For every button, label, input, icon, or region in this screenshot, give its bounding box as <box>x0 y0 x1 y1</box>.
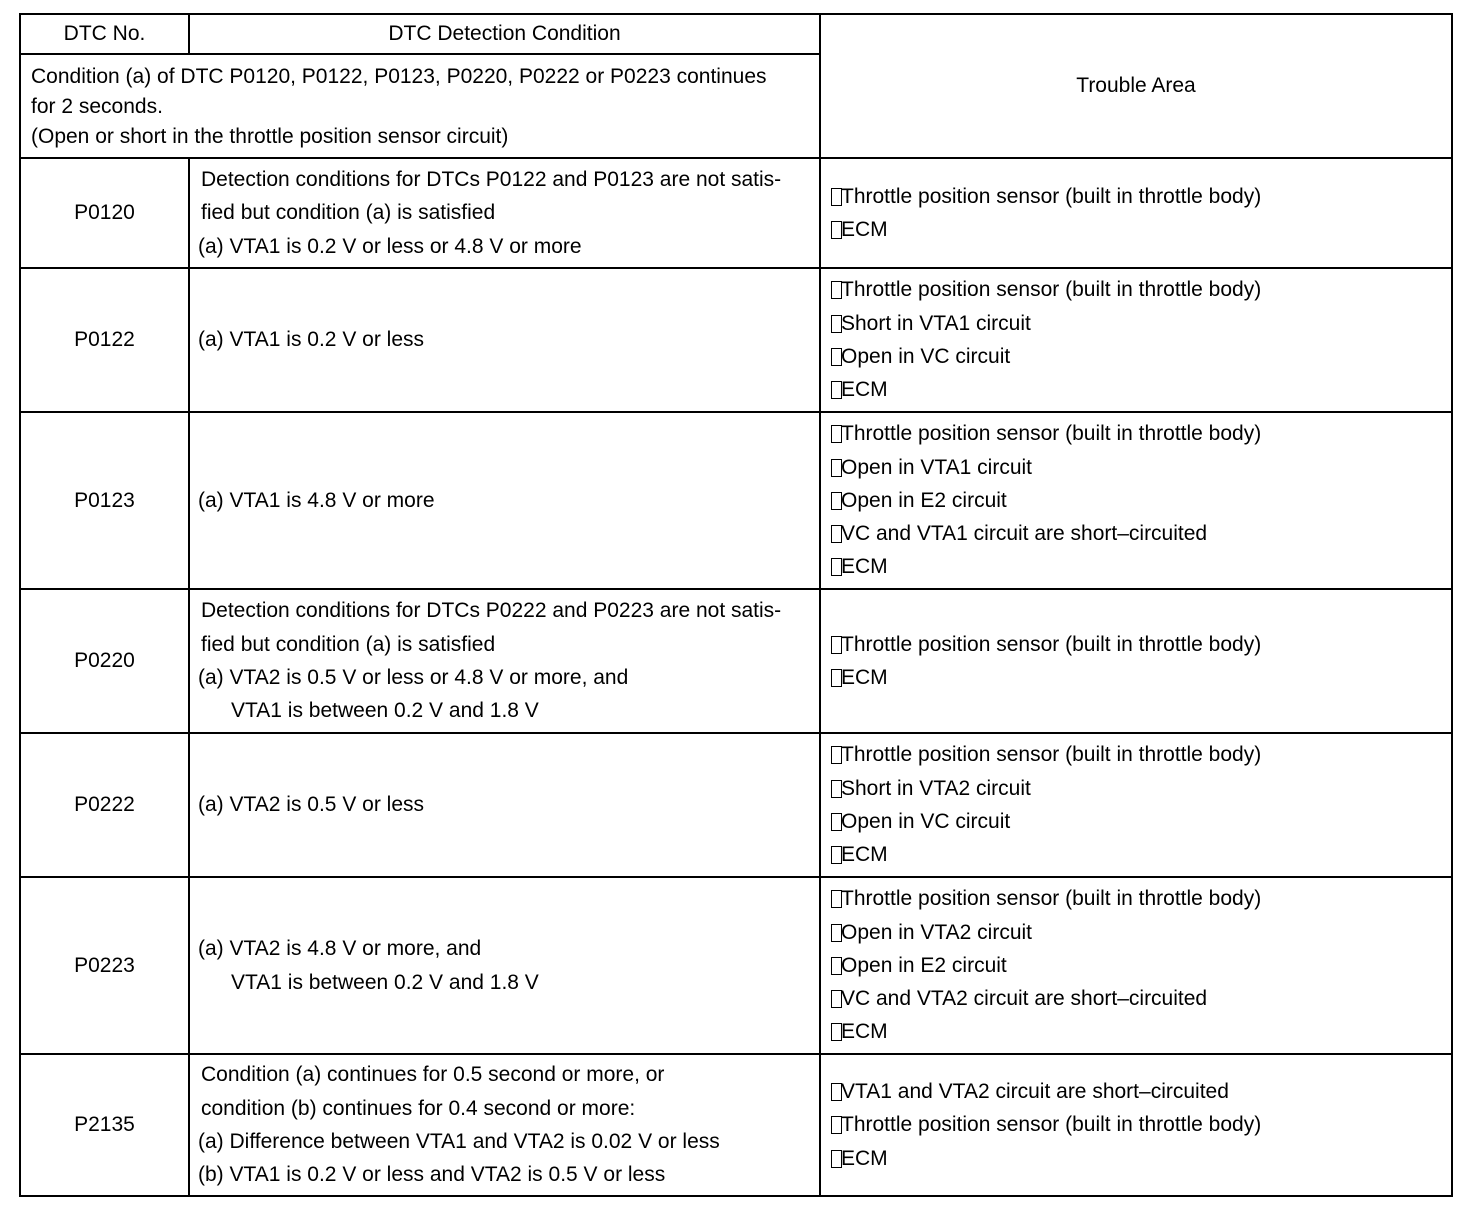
trouble-item <box>831 180 1451 213</box>
trouble-item <box>831 882 1451 915</box>
trouble-item <box>831 1142 1451 1175</box>
detection-condition <box>189 589 820 733</box>
trouble-area <box>820 589 1452 733</box>
dtc-code: P0120 <box>20 158 189 268</box>
trouble-item <box>831 484 1451 517</box>
trouble-item-label: Open in VTA2 circuit <box>841 920 1033 944</box>
trouble-item <box>831 517 1451 550</box>
trouble-item-label: Open in VC circuit <box>841 810 1011 833</box>
trouble-item-label: Throttle position sensor (built in throttle body) <box>841 1113 1262 1137</box>
detection-condition <box>189 1054 820 1196</box>
trouble-item <box>831 1015 1451 1048</box>
condition-line: (a) VTA1 is 0.2 V or less <box>198 328 425 352</box>
trouble-item-label: ECM <box>841 555 888 579</box>
dtc-code: P0223 <box>20 877 189 1054</box>
trouble-item-label: Open in VC circuit <box>841 345 1011 368</box>
trouble-item <box>831 982 1451 1015</box>
trouble-item <box>831 838 1451 871</box>
trouble-item-label: Throttle position sensor (built in throttle body) <box>841 887 1262 911</box>
trouble-item-label: ECM <box>841 1020 888 1044</box>
trouble-area <box>820 158 1452 268</box>
trouble-item <box>831 373 1451 406</box>
trouble-item <box>831 550 1451 583</box>
dtc-code: P2135 <box>20 1054 189 1196</box>
detection-condition <box>189 158 820 268</box>
detection-condition <box>189 733 820 877</box>
trouble-item-label: Throttle position sensor (built in throttle body) <box>841 278 1262 302</box>
trouble-item-label: Throttle position sensor (built in throttle body) <box>841 743 1262 767</box>
trouble-item-label: VTA1 and VTA2 circuit are short–circuited <box>841 1080 1229 1104</box>
trouble-item <box>831 661 1451 694</box>
trouble-item <box>831 213 1451 246</box>
header-row <box>20 14 1452 54</box>
condition-line: VTA1 is between 0.2 V and 1.8 V <box>231 970 539 994</box>
condition-line: (a) Difference between VTA1 and VTA2 is 0.02 V or less <box>198 1130 720 1153</box>
trouble-item <box>831 273 1451 306</box>
dtc-table <box>19 13 1453 1197</box>
dtc-code: P0122 <box>20 268 189 412</box>
dtc-code: P0222 <box>20 733 189 877</box>
trouble-item-label: Short in VTA2 circuit <box>841 776 1031 800</box>
table-row <box>20 1054 1452 1196</box>
shared-condition-line: Condition (a) of DTC P0120, P0122, P0123, P0220, P0222 or P0223 continues <box>31 65 767 88</box>
trouble-item <box>831 1075 1451 1108</box>
shared-condition-line: (Open or short in the throttle position sensor circuit) <box>31 125 509 148</box>
trouble-item-label: Throttle position sensor (built in throttle body) <box>841 632 1262 656</box>
header-detection-condition: DTC Detection Condition <box>189 14 820 54</box>
table-row <box>20 589 1452 733</box>
condition-line: condition (b) continues for 0.4 second or more: <box>201 1096 636 1120</box>
trouble-area <box>820 412 1452 589</box>
trouble-item-label: VC and VTA1 circuit are short–circuited <box>841 522 1208 546</box>
condition-line: (a) VTA1 is 4.8 V or more <box>198 488 435 512</box>
shared-condition <box>20 54 820 158</box>
condition-line: VTA1 is between 0.2 V and 1.8 V <box>231 699 539 723</box>
trouble-item <box>831 772 1451 805</box>
condition-line: (b) VTA1 is 0.2 V or less and VTA2 is 0.5 V or less <box>198 1163 666 1187</box>
condition-line: fied but condition (a) is satisfied <box>201 201 496 225</box>
detection-condition <box>189 877 820 1054</box>
table-row <box>20 733 1452 877</box>
dtc-code: P0123 <box>20 412 189 589</box>
trouble-item <box>831 949 1451 982</box>
trouble-item-label: ECM <box>841 1146 888 1170</box>
trouble-item <box>831 628 1451 661</box>
condition-line: (a) VTA2 is 4.8 V or more, and <box>198 937 482 961</box>
table-row <box>20 158 1452 268</box>
detection-condition <box>189 412 820 589</box>
condition-line: fied but condition (a) is satisfied <box>201 632 496 656</box>
shared-condition-line: for 2 seconds. <box>31 95 163 118</box>
trouble-item-label: ECM <box>841 378 888 402</box>
detection-condition <box>189 268 820 412</box>
trouble-item-label: VC and VTA2 circuit are short–circuited <box>841 987 1208 1011</box>
condition-line: Condition (a) continues for 0.5 second or more, or <box>201 1063 665 1087</box>
table-row <box>20 412 1452 589</box>
table-row <box>20 268 1452 412</box>
trouble-item-label: Throttle position sensor (built in throttle body) <box>841 422 1262 446</box>
trouble-item-label: Open in VTA1 circuit <box>841 455 1033 479</box>
dtc-code: P0220 <box>20 589 189 733</box>
trouble-item-label: ECM <box>841 218 888 241</box>
condition-line: Detection conditions for DTCs P0122 and P0123 are not satis- <box>201 168 782 192</box>
trouble-item <box>831 805 1451 838</box>
trouble-area <box>820 733 1452 877</box>
trouble-item <box>831 738 1451 771</box>
condition-line: (a) VTA2 is 0.5 V or less or 4.8 V or more, and <box>198 666 629 689</box>
trouble-item <box>831 916 1451 949</box>
trouble-item <box>831 417 1451 450</box>
trouble-item <box>831 307 1451 340</box>
header-dtc-no: DTC No. <box>20 14 189 54</box>
trouble-item <box>831 451 1451 484</box>
trouble-area <box>820 268 1452 412</box>
header-trouble-area: Trouble Area <box>820 14 1452 158</box>
trouble-area <box>820 877 1452 1054</box>
trouble-item-label: Open in E2 circuit <box>841 953 1007 977</box>
trouble-area <box>820 1054 1452 1196</box>
trouble-item-label: ECM <box>841 666 888 689</box>
condition-line: (a) VTA2 is 0.5 V or less <box>198 793 425 817</box>
table-row <box>20 877 1452 1054</box>
trouble-item-label: Throttle position sensor (built in throttle body) <box>841 184 1262 208</box>
trouble-item-label: ECM <box>841 843 888 867</box>
trouble-item-label: Open in E2 circuit <box>841 488 1007 512</box>
trouble-item-label: Short in VTA1 circuit <box>841 311 1031 335</box>
condition-line: (a) VTA1 is 0.2 V or less or 4.8 V or more <box>198 234 582 258</box>
trouble-item <box>831 1108 1451 1141</box>
condition-line: Detection conditions for DTCs P0222 and P0223 are not satis- <box>201 599 782 623</box>
trouble-item <box>831 340 1451 373</box>
